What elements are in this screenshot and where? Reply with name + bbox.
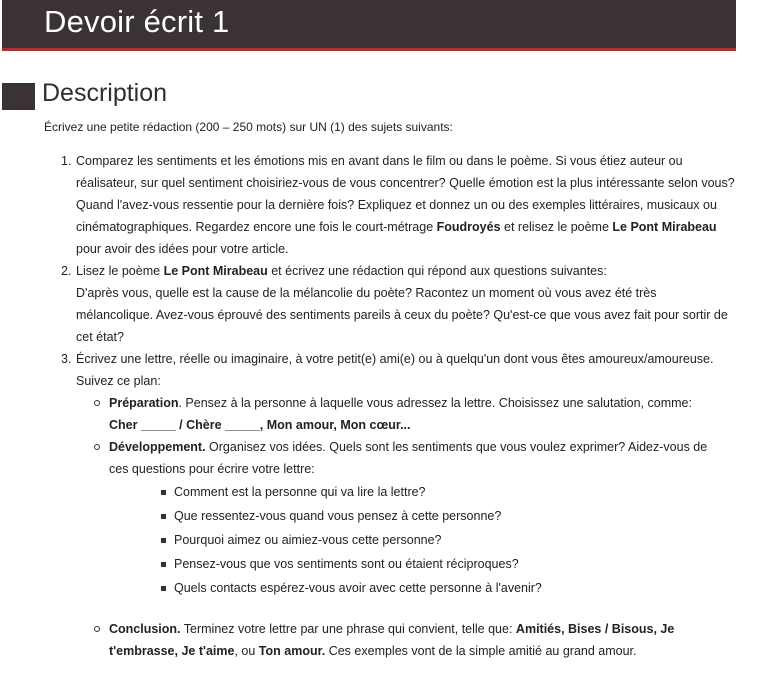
topic-text: D'après vous, quelle est la cause de la mélancolie du poète? Racontez un moment où vous avez été très mélancolique. Avez-vous éprouvé des sentiments pareils à ceux du poète? Qu'est-ce que vous avez fait pour sortir de cet état? <box>76 286 728 344</box>
question-text: Quels contacts espérez-vous avoir avec cette personne à l'avenir? <box>174 581 542 595</box>
topic-item <box>0 348 736 662</box>
plan-step-preparation <box>0 392 729 436</box>
topic-text: et écrivez une rédaction qui répond aux questions suivantes: <box>267 264 607 278</box>
page-title: Devoir écrit 1 <box>44 4 230 39</box>
intro-text: Écrivez une petite rédaction (200 – 250 mots) sur UN (1) des sujets suivants: <box>44 120 453 134</box>
circle-bullet-icon <box>94 400 100 406</box>
question-item <box>0 553 729 577</box>
section-title: Description <box>42 79 168 107</box>
topic-text: Comparez les sentiments et les émotions mis en avant dans le film ou dans le poème. Si vous étiez auteur ou réalisateur, sur quel sentiment choisiriez-vous de vous concentrer? Quelle émotion est la plus intéressante selon vous? Quand l'avez-vous ressentie pour la dernière fois? Expliquez et donnez un ou des exemples littéraires, musicaux ou cinématographiques. Regardez encore une fois le court-métrage <box>76 154 735 234</box>
question-item <box>0 529 729 553</box>
topic-number: 3. <box>61 352 72 366</box>
question-text: Pourquoi aimez ou aimiez-vous cette personne? <box>174 533 442 547</box>
step-text: . Pensez à la personne à laquelle vous adressez la lettre. Choisissez une salutation, comme: <box>178 396 692 410</box>
spacer <box>109 601 729 618</box>
step-text: Terminez votre lettre par une phrase qui convient, telle que: <box>180 622 516 636</box>
closing-examples: Amitiés, Bises / Bisous, Je t'embrasse, Je t'aime <box>109 622 675 658</box>
question-text: Comment est la personne qui va lire la lettre? <box>174 485 426 499</box>
topic-list <box>0 150 768 662</box>
title-bar <box>2 0 736 51</box>
step-label: Préparation <box>109 396 179 410</box>
closing-examples: Ton amour. <box>258 644 326 658</box>
step-text: Ces exemples vont de la simple amitié au grand amour. <box>325 644 637 658</box>
poem-title: Le Pont Mirabeau <box>163 264 268 278</box>
step-text: , ou <box>234 644 259 658</box>
topic-text: Lisez le poème <box>76 264 164 278</box>
circle-bullet-icon <box>94 626 100 632</box>
topic-text: Écrivez une lettre, réelle ou imaginaire, à votre petit(e) ami(e) ou à quelqu'un dont vous êtes amoureux/amoureuse. Suivez ce plan: <box>76 352 714 388</box>
plan-step-development <box>0 436 729 618</box>
square-bullet-icon <box>161 562 166 567</box>
step-label: Développement. <box>109 440 206 454</box>
question-list <box>109 481 729 601</box>
step-text: Organisez vos idées. Quels sont les sentiments que vous voulez exprimer? Aidez-vous de ces questions pour écrire votre lettre: <box>109 440 708 476</box>
question-text: Que ressentez-vous quand vous pensez à cette personne? <box>174 509 502 523</box>
square-bullet-icon <box>161 490 166 495</box>
topic-text: et relisez le poème <box>500 220 613 234</box>
topic-item <box>0 260 736 348</box>
topic-text: pour avoir des idées pour votre article. <box>76 242 289 256</box>
square-bullet-icon <box>161 514 166 519</box>
letter-plan <box>76 392 736 662</box>
poem-title: Le Pont Mirabeau <box>612 220 717 234</box>
circle-bullet-icon <box>94 444 100 450</box>
question-text: Pensez-vous que vos sentiments sont ou étaient réciproques? <box>174 557 519 571</box>
film-title: Foudroyés <box>436 220 501 234</box>
square-bullet-icon <box>161 538 166 543</box>
salutation-examples: Cher _____ / Chère _____, Mon amour, Mon cœur... <box>109 418 411 432</box>
plan-step-conclusion <box>0 618 729 662</box>
question-item <box>0 577 729 601</box>
square-bullet-icon <box>161 586 166 591</box>
topic-item <box>0 150 736 260</box>
section-marker <box>2 83 35 110</box>
topic-number: 2. <box>61 264 72 278</box>
assignment-content <box>0 150 768 662</box>
step-label: Conclusion. <box>109 622 181 636</box>
question-item <box>0 481 729 505</box>
question-item <box>0 505 729 529</box>
topic-number: 1. <box>61 154 72 168</box>
